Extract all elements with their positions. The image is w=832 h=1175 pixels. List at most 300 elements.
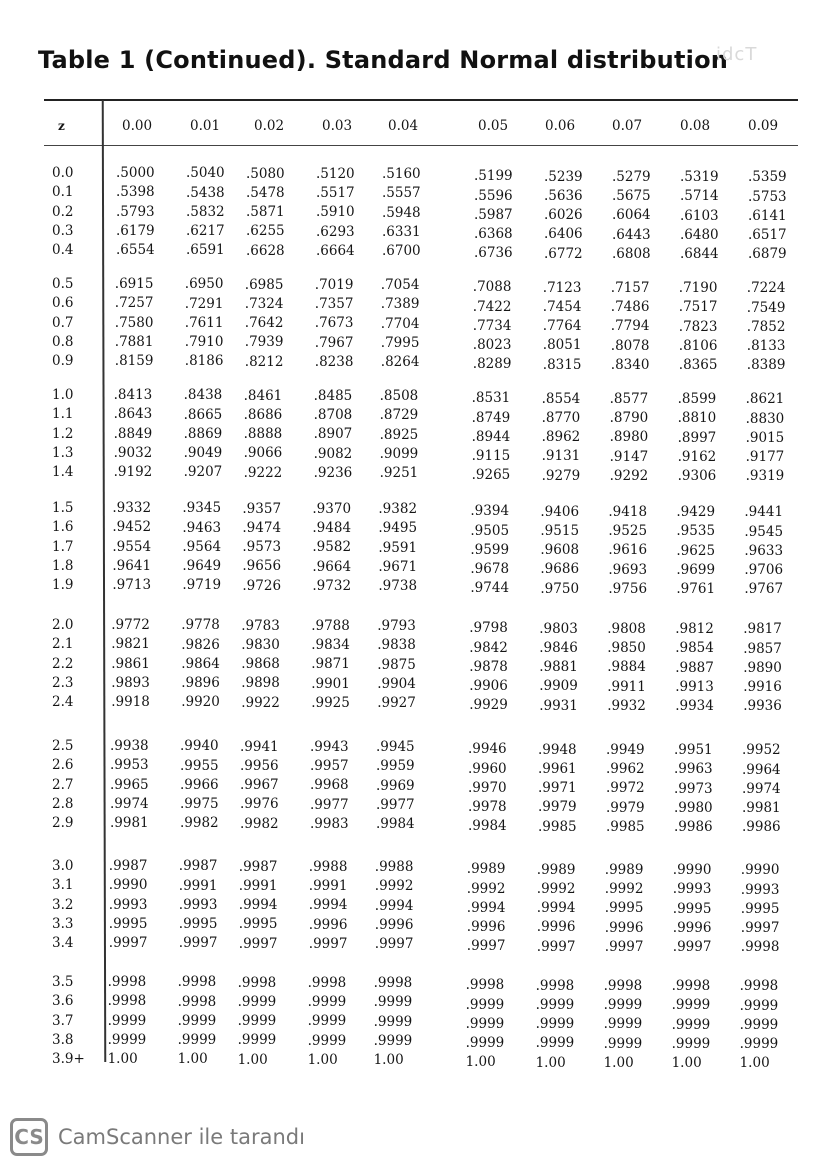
table-cell: .9834 (311, 637, 350, 654)
table-cell: .9406 (540, 503, 580, 520)
table-cell: .9890 (743, 659, 782, 676)
footer-watermark (10, 1118, 305, 1156)
table-cell: .9991 (308, 878, 348, 895)
table-cell: .7580 (114, 314, 154, 331)
table-cell: .9953 (110, 757, 149, 774)
table-cell: .9979 (538, 799, 577, 816)
table-cell: .9993 (672, 881, 712, 898)
table-cell: .9463 (182, 519, 222, 536)
table-cell: .7611 (184, 314, 224, 331)
table-cell: .8340 (610, 356, 650, 373)
table-cell: .9999 (603, 1016, 643, 1033)
table-cell: .6628 (246, 242, 285, 259)
table-cell: .9812 (675, 621, 714, 637)
z-value: 2.0 (52, 617, 74, 633)
table-cell: .9999 (535, 1035, 575, 1052)
table-cell: .9989 (466, 861, 506, 878)
z-value: 0.1 (52, 184, 74, 201)
table-cell: .8159 (114, 353, 154, 370)
table-cell: .9370 (312, 500, 352, 517)
table-cell: .7088 (472, 279, 512, 296)
table-cell: .8508 (379, 388, 419, 404)
table-cell: .9986 (742, 819, 781, 836)
z-value: 3.9+ (52, 1051, 85, 1068)
table-cell: .9956 (240, 757, 279, 774)
table-cell: .9993 (740, 881, 780, 898)
table-cell: .8461 (243, 387, 283, 404)
table-cell: .8925 (379, 426, 419, 443)
table-cell: .9999 (107, 1012, 147, 1029)
table-cell: .6293 (316, 223, 355, 240)
table-cell: .9967 (240, 777, 279, 794)
header-rule (44, 145, 798, 146)
table-cell: .9985 (606, 818, 645, 835)
table-cell: .9788 (311, 617, 350, 634)
table-cell: .9989 (604, 861, 644, 878)
z-value: 2.9 (52, 815, 74, 832)
table-cell: .9916 (743, 679, 782, 696)
z-value: 1.3 (52, 444, 74, 461)
table-cell: .9999 (177, 1032, 217, 1049)
table-cell: .9868 (241, 656, 280, 673)
table-cell: .9985 (538, 818, 577, 835)
z-value: 2.4 (52, 694, 74, 711)
z-value: 3.2 (52, 896, 74, 913)
table-cell: .7910 (184, 334, 224, 351)
table-cell: .9932 (607, 697, 646, 714)
table-cell: .7642 (244, 315, 284, 332)
table-cell: .9994 (536, 900, 576, 917)
title-ghost-text: idcT (716, 44, 758, 65)
z-value: 2.7 (52, 776, 74, 793)
table-cell: .9830 (241, 636, 280, 653)
table-cell: .8665 (183, 406, 223, 423)
table-cell: .9999 (739, 997, 779, 1014)
table-cell: .9964 (742, 761, 781, 778)
table-cell: .6915 (114, 276, 154, 292)
table-cell: 1.00 (603, 1054, 634, 1071)
table-cell: .7995 (380, 334, 420, 351)
table-cell: .9484 (312, 520, 352, 537)
table-cell: .8577 (609, 390, 649, 407)
table-cell: .9997 (308, 935, 348, 952)
table-cell: .9996 (308, 916, 348, 933)
table-cell: .6808 (612, 245, 651, 262)
table-cell: .5753 (748, 188, 787, 205)
column-header-1: 0.01 (190, 118, 221, 134)
table-cell: .9641 (112, 557, 152, 574)
table-cell: 1.00 (465, 1054, 496, 1071)
table-cell: .9222 (243, 464, 283, 481)
table-cell: .6368 (474, 226, 513, 243)
table-cell: .9744 (470, 580, 510, 597)
table-cell: .8849 (113, 425, 153, 442)
camscanner-logo-icon: CS (10, 1118, 48, 1156)
table-cell: .9850 (607, 640, 646, 657)
table-cell: .9999 (307, 1032, 347, 1049)
table-cell: .9962 (606, 761, 645, 778)
table-cell: .9854 (675, 640, 714, 657)
table-cell: .9319 (745, 468, 785, 485)
table-cell: .9983 (310, 815, 349, 832)
table-cell: .6443 (612, 226, 651, 243)
table-cell: .7704 (380, 315, 420, 332)
table-cell: .9959 (376, 758, 415, 775)
table-cell: .5398 (116, 184, 155, 201)
table-cell: .9999 (603, 1035, 643, 1052)
table-cell: .9998 (177, 974, 217, 991)
table-cell: .9306 (677, 468, 717, 485)
table-cell: .9999 (237, 993, 277, 1010)
table-cell: .8264 (380, 354, 420, 371)
table-cell: .9706 (744, 562, 784, 579)
z-value: 0.4 (52, 242, 74, 259)
table-cell: .9821 (111, 636, 150, 653)
table-cell: .9896 (181, 675, 220, 692)
table-cell: .6844 (680, 246, 719, 263)
table-cell: .9931 (539, 697, 578, 714)
table-cell: .5160 (382, 166, 421, 182)
table-cell: 1.00 (535, 1054, 566, 1071)
table-cell: .8980 (609, 429, 649, 446)
table-cell: .9993 (108, 896, 148, 913)
table-cell: .8023 (472, 337, 512, 354)
z-value: 2.1 (52, 636, 74, 653)
table-cell: .6406 (544, 226, 583, 243)
table-cell: .5714 (680, 188, 719, 205)
table-cell: .9969 (376, 777, 415, 794)
table-cell: .9887 (675, 659, 714, 676)
table-cell: .9625 (676, 542, 716, 559)
table-cell: .9998 (307, 974, 347, 991)
table-cell: .9987 (178, 858, 218, 875)
table-cell: .8869 (183, 425, 223, 442)
table-cell: .9898 (241, 675, 280, 692)
table-cell: .9966 (180, 776, 219, 793)
table-cell: .9972 (606, 780, 645, 797)
table-cell: .9599 (470, 541, 510, 558)
table-cell: .9992 (466, 880, 506, 897)
table-cell: .9726 (242, 577, 282, 594)
table-cell: .9990 (672, 862, 712, 878)
table-cell: .9999 (535, 996, 575, 1013)
table-cell: .7794 (610, 318, 650, 335)
table-cell: .9015 (745, 429, 785, 446)
table-cell: .7823 (678, 318, 718, 335)
table-cell: .6736 (474, 245, 513, 262)
table-cell: .9980 (674, 799, 713, 816)
table-cell: .5793 (116, 203, 155, 220)
table-cell: .8962 (541, 429, 581, 446)
table-cell: .5080 (246, 165, 285, 182)
table-cell: .9115 (471, 448, 511, 465)
table-cell: .9996 (374, 916, 414, 933)
table-cell: .8106 (678, 337, 718, 354)
table-cell: .6026 (544, 207, 583, 224)
table-cell: .9207 (183, 464, 223, 481)
z-value: 3.8 (52, 1031, 74, 1048)
z-value: 3.5 (52, 974, 74, 990)
table-cell: .8810 (677, 410, 717, 427)
table-cell: .8289 (472, 356, 512, 373)
table-cell: .9265 (471, 467, 511, 484)
table-cell: .9994 (238, 897, 278, 914)
table-cell: .9999 (177, 1012, 217, 1029)
column-header-5: 0.05 (478, 118, 509, 134)
table-cell: .9997 (466, 938, 506, 955)
table-cell: .9997 (536, 938, 576, 955)
table-cell: .5636 (544, 187, 583, 204)
z-value: 1.1 (52, 406, 74, 423)
table-cell: .9382 (378, 501, 418, 517)
table-cell: .9838 (377, 637, 416, 654)
table-cell: .6554 (116, 242, 155, 259)
table-cell: .9998 (535, 977, 575, 994)
table-cell: .5832 (186, 203, 225, 220)
table-cell: .9535 (676, 523, 716, 540)
table-cell: .9857 (743, 640, 782, 657)
table-cell: 1.00 (671, 1055, 702, 1072)
z-value: 1.9 (52, 577, 74, 594)
z-value: 1.5 (52, 500, 74, 516)
table-cell: 1.00 (177, 1051, 208, 1068)
table-cell: .9998 (603, 977, 643, 994)
table-cell: .9066 (243, 445, 283, 462)
table-cell: .7123 (542, 279, 582, 296)
table-cell: 1.00 (307, 1051, 338, 1068)
table-cell: .9955 (180, 757, 219, 774)
table-cell: .9989 (536, 861, 576, 878)
table-cell: .9946 (468, 741, 507, 758)
table-cell: .9986 (674, 819, 713, 836)
table-cell: .9940 (180, 738, 219, 755)
table-cell: .9525 (608, 523, 648, 540)
table-cell: .9147 (609, 448, 649, 465)
column-header-6: 0.06 (545, 118, 576, 134)
z-value: 1.0 (52, 387, 74, 403)
table-cell: .9756 (608, 580, 648, 597)
table-cell: .9881 (539, 659, 578, 676)
table-cell: .9920 (181, 694, 220, 711)
table-cell: .8438 (183, 387, 223, 404)
table-cell: .5478 (246, 184, 285, 201)
table-cell: .9292 (609, 467, 649, 484)
table-cell: .9495 (378, 520, 418, 537)
table-cell: .8485 (313, 387, 353, 404)
table-cell: .9842 (469, 639, 508, 656)
table-cell: .5517 (316, 185, 355, 202)
table-cell: .6700 (382, 243, 421, 260)
column-header-9: 0.09 (748, 118, 779, 134)
table-cell: .9279 (541, 467, 581, 484)
top-rule (44, 99, 798, 101)
table-cell: .9693 (608, 561, 648, 578)
table-cell: .5000 (116, 165, 155, 181)
table-cell: .9909 (539, 678, 578, 695)
table-cell: .9994 (466, 899, 506, 916)
table-cell: .7422 (472, 298, 512, 315)
table-cell: .8997 (677, 429, 717, 446)
table-cell: .5279 (612, 168, 651, 185)
table-cell: .9345 (182, 500, 222, 517)
table-cell: .9991 (178, 877, 218, 894)
table-cell: .9995 (672, 900, 712, 917)
table-cell: .7389 (380, 296, 420, 313)
table-cell: .9906 (469, 678, 508, 695)
table-cell: .9984 (468, 818, 507, 835)
table-cell: .9332 (112, 500, 152, 516)
table-cell: .8907 (313, 426, 353, 443)
z-value: 3.3 (52, 915, 74, 932)
table-cell: .9999 (373, 994, 413, 1011)
table-cell: .9099 (379, 445, 419, 462)
table-cell: .9999 (739, 1016, 779, 1033)
table-cell: .9999 (671, 997, 711, 1014)
table-cell: .9177 (745, 449, 785, 466)
table-cell: .9871 (311, 656, 350, 673)
table-cell: .8365 (678, 357, 718, 374)
table-cell: .9998 (740, 939, 780, 956)
table-cell: .9998 (671, 978, 711, 994)
table-cell: .6103 (680, 207, 719, 224)
table-cell: .7157 (610, 279, 650, 296)
z-value: 1.2 (52, 425, 74, 442)
table-cell: .6331 (382, 223, 421, 240)
z-value: 3.0 (52, 858, 74, 874)
table-cell: .9999 (671, 1016, 711, 1033)
table-cell: .8212 (244, 353, 284, 370)
z-value: 0.5 (52, 276, 74, 292)
table-cell: .9357 (242, 500, 282, 517)
table-cell: .9999 (237, 1032, 277, 1049)
table-cell: .9995 (238, 916, 278, 933)
table-cell: .8830 (745, 410, 785, 427)
table-cell: .8186 (184, 353, 224, 370)
table-cell: .9162 (677, 448, 717, 465)
table-cell: .9999 (535, 1016, 575, 1033)
table-cell: .7454 (542, 298, 582, 315)
table-cell: .9995 (740, 900, 780, 917)
table-cell: .9997 (178, 935, 218, 952)
table-cell: .9515 (540, 522, 580, 539)
table-cell: .6879 (748, 246, 787, 263)
table-cell: .9952 (742, 742, 781, 759)
table-cell: .8133 (746, 338, 786, 355)
table-cell: .9988 (374, 859, 414, 875)
table-cell: .6064 (612, 207, 651, 224)
z-value: 0.9 (52, 353, 74, 370)
table-cell: .9999 (237, 1013, 277, 1030)
table-cell: .9987 (108, 858, 148, 874)
table-cell: .7734 (472, 317, 512, 334)
table-cell: .8729 (379, 407, 419, 424)
table-cell: .9997 (374, 936, 414, 953)
table-cell: .9936 (743, 698, 782, 715)
z-value: 3.6 (52, 993, 74, 1010)
table-cell: .8790 (609, 410, 649, 427)
table-cell: .9564 (182, 538, 222, 555)
table-cell: .7967 (314, 334, 354, 351)
table-cell: .5239 (544, 168, 583, 185)
table-cell: .8708 (313, 407, 353, 424)
table-cell: .9949 (606, 741, 645, 758)
table-cell: .6141 (748, 207, 787, 224)
table-cell: .9732 (312, 577, 352, 594)
table-cell: .6664 (316, 242, 355, 259)
table-cell: .8554 (541, 390, 581, 407)
table-cell: .5557 (382, 185, 421, 202)
table-cell: .9049 (183, 445, 223, 462)
table-cell: .5596 (474, 187, 513, 204)
table-cell: .9719 (182, 577, 222, 594)
table-cell: .7881 (114, 333, 154, 350)
table-cell: .9778 (181, 617, 220, 634)
table-cell: .9418 (608, 503, 648, 520)
z-column-divider (102, 100, 107, 1062)
table-cell: .9981 (110, 815, 149, 832)
table-cell: .9987 (238, 858, 278, 875)
table-cell: .9981 (742, 800, 781, 817)
table-cell: .9998 (107, 974, 147, 990)
table-cell: .9995 (178, 916, 218, 933)
table-cell: .9826 (181, 636, 220, 653)
table-cell: .6591 (186, 242, 225, 259)
column-header-8: 0.08 (680, 118, 711, 134)
table-cell: .9995 (604, 900, 644, 917)
table-cell: .9994 (374, 897, 414, 914)
table-cell: .5199 (474, 168, 513, 185)
table-cell: .7486 (610, 299, 650, 316)
table-cell: .9861 (111, 655, 150, 672)
table-cell: .9793 (377, 618, 416, 634)
table-cell: .9656 (242, 558, 282, 575)
table-cell: .9993 (178, 896, 218, 913)
table-cell: .6480 (680, 226, 719, 243)
table-cell: .9901 (311, 675, 350, 692)
table-cell: .8413 (113, 387, 153, 403)
table-cell: .9999 (107, 1031, 147, 1048)
z-value: 0.3 (52, 222, 74, 239)
table-cell: .8389 (746, 357, 786, 374)
table-cell: .9999 (739, 1036, 779, 1053)
table-cell: .9545 (744, 523, 784, 540)
z-value: 2.2 (52, 655, 74, 672)
table-cell: .9803 (539, 620, 578, 637)
z-value: 1.6 (52, 519, 74, 536)
table-cell: .9945 (376, 739, 415, 755)
table-cell: .8621 (745, 391, 785, 408)
table-cell: .9975 (180, 796, 219, 813)
z-value: 0.8 (52, 333, 74, 350)
table-cell: .9817 (743, 621, 782, 638)
column-header-3: 0.03 (322, 118, 353, 134)
table-cell: .9999 (603, 997, 643, 1014)
table-cell: .9997 (108, 935, 148, 952)
table-cell: .7019 (314, 276, 354, 293)
table-cell: .9767 (744, 581, 784, 598)
table-cell: .5359 (748, 169, 787, 186)
table-cell: .9783 (241, 617, 280, 634)
table-cell: .8238 (314, 353, 354, 370)
table-cell: .6950 (184, 276, 224, 293)
table-cell: .6985 (244, 276, 284, 293)
table-cell: .7291 (184, 295, 224, 312)
table-cell: .9998 (373, 975, 413, 991)
table-cell: .9974 (110, 795, 149, 812)
table-cell: .9699 (676, 561, 716, 578)
table-cell: .9992 (604, 881, 644, 898)
table-cell: .8770 (541, 409, 581, 426)
